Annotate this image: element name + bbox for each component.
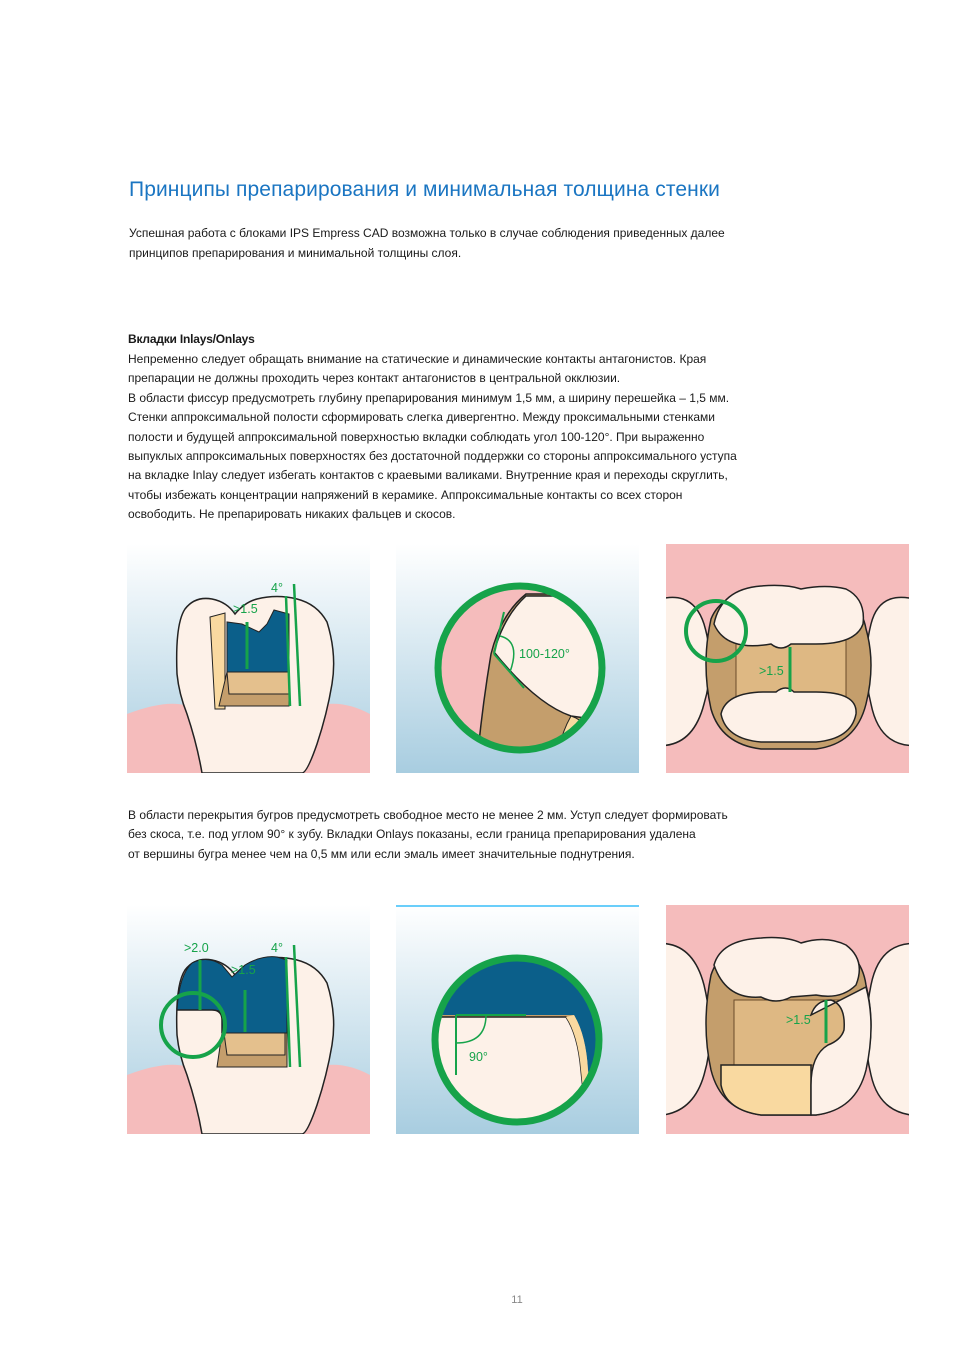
body-line: освободить. Не препарировать никаких фальцев и скосов. (128, 507, 456, 522)
intro-line: Успешная работа с блоками IPS Empress CAD возможна только в случае соблюдения приведенных далее (129, 226, 725, 240)
body-line: Непременно следует обращать внимание на статические и динамические контакты антагонистов. Края (128, 352, 707, 366)
figure-proximal-angle-detail (396, 544, 639, 773)
body-line: на вкладке Inlay следует избегать контактов с краевыми валиками. Внутренние края и переходы скруглить, (128, 468, 728, 483)
figure-onlay-cross-section (127, 905, 370, 1134)
body-text-2 (128, 806, 848, 864)
depth-label: >1.5 (231, 963, 256, 977)
body-line: выпуклых аппроксимальных поверхностях без достаточной поддержки со стороны аппроксимального уступа (128, 449, 737, 464)
angle-label: 100-120° (519, 647, 570, 661)
body-text-1 (128, 350, 848, 525)
isthmus-label: >1.5 (786, 1013, 811, 1027)
body-line: В области фиссур предусмотреть глубину препарирования минимум 1,5 мм, а ширину перешейка – 1,5 мм. (128, 390, 730, 405)
body-line: от вершины бугра менее чем на 0,5 мм или если эмаль имеет значительные поднутрения. (128, 846, 635, 861)
page-number: 11 (511, 1294, 523, 1306)
body-line: Стенки аппроксимальной полости сформировать слегка дивергентно. Между проксимальными стенками (128, 410, 715, 425)
body-line: препарации не должны проходить через контакт антагонистов в центральной окклюзии. (128, 371, 621, 386)
intro-text (129, 224, 829, 263)
intro-line: принципов препарирования и минимальной толщины слоя. (129, 245, 462, 260)
section-heading: Вкладки Inlays/Onlays (128, 332, 255, 346)
angle-label: 4° (271, 941, 283, 955)
cusp-label: >2.0 (184, 941, 209, 955)
occlusal-isthmus-illustration (666, 544, 909, 773)
isthmus-label: >1.5 (759, 664, 784, 678)
figure-occlusal-isthmus (666, 544, 909, 773)
onlay-occlusal-illustration (666, 905, 909, 1134)
onlay-cross-section-illustration (127, 905, 370, 1134)
body-line: полости и будущей аппроксимальной поверхностью вкладки соблюдать угол 100-120°. При выраженно (128, 429, 705, 444)
depth-label: >1.5 (233, 602, 258, 616)
figure-onlay-occlusal (666, 905, 909, 1134)
inlay-cross-section-illustration (127, 544, 370, 773)
body-line: чтобы избежать концентрации напряжений в керамике. Аппроксимальные контакты со всех сторон (128, 487, 683, 502)
shoulder-angle-illustration (396, 905, 639, 1134)
figure-inlay-cross-section (127, 544, 370, 773)
proximal-angle-illustration (396, 544, 639, 773)
body-line: В области перекрытия бугров предусмотреть свободное место не менее 2 мм. Уступ следует формировать (128, 808, 728, 822)
page-title: Принципы препарирования и минимальная толщина стенки (129, 178, 720, 201)
angle-label: 4° (271, 581, 283, 595)
angle-label: 90° (469, 1050, 488, 1064)
figure-shoulder-angle-detail (396, 905, 639, 1134)
body-line: без скоса, т.е. под углом 90° к зубу. Вкладки Onlays показаны, если граница препарирования удалена (128, 827, 696, 842)
